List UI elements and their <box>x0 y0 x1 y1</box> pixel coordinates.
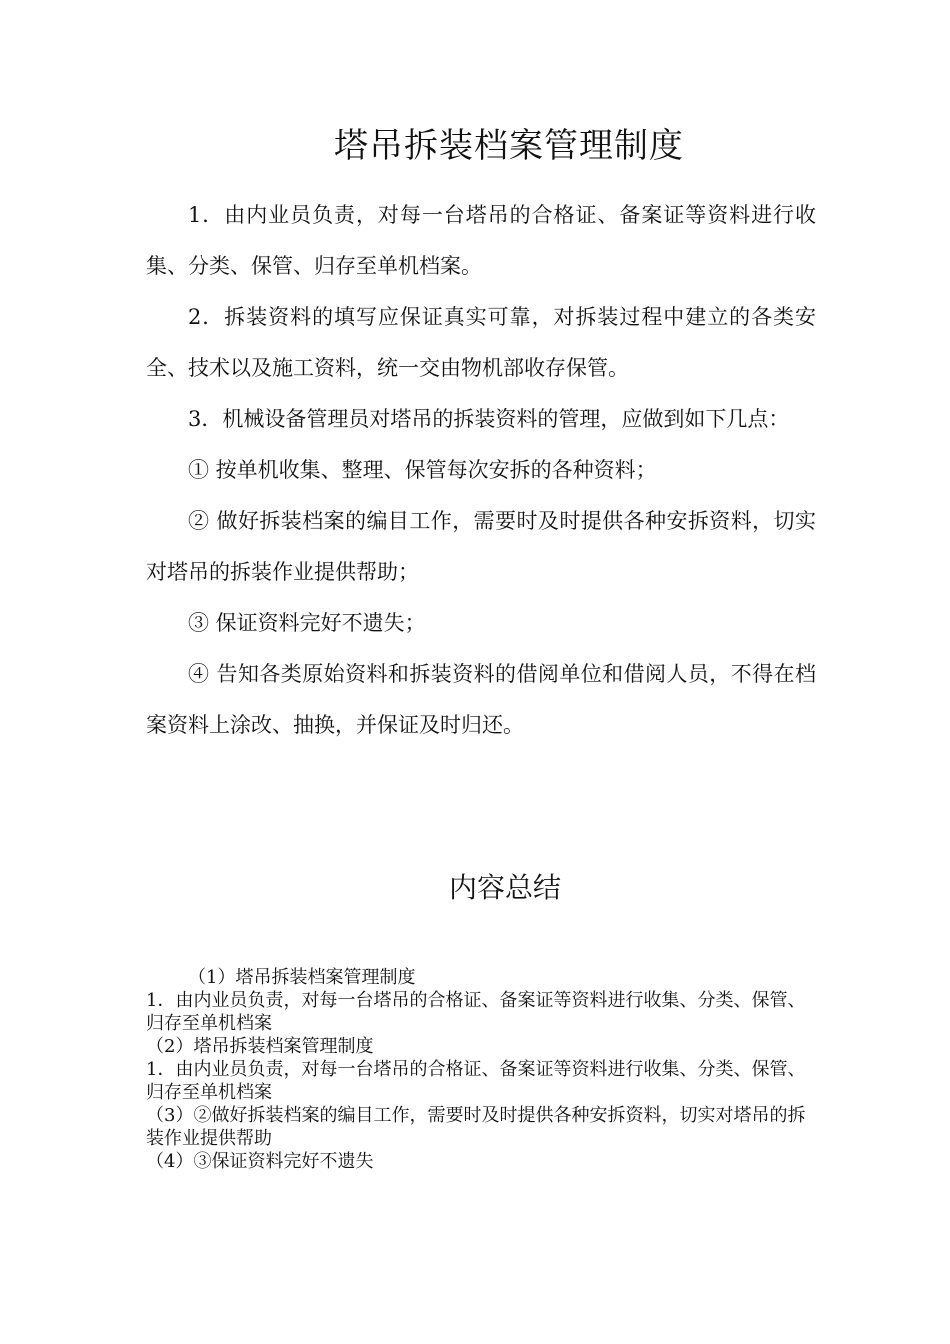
list-item-1: ① 按单机收集、整理、保管每次安拆的各种资料； <box>188 458 657 482</box>
list-item-2: ② 做好拆装档案的编目工作，需要时及时提供各种安拆资料，切实对塔吊的拆装作业提供帮助； <box>146 509 816 584</box>
summary-title: 内容总结 <box>448 871 561 904</box>
summary-line-4: 1．由内业员负责，对每一台塔吊的合格证、备案证等资料进行收集、分类、保管、归存至单机档案 <box>146 1059 806 1103</box>
document-title: 塔吊拆装档案管理制度 <box>334 126 684 166</box>
document-body <box>146 190 816 751</box>
paragraph-2: 2．拆装资料的填写应保证真实可靠，对拆装过程中建立的各类安全、技术以及施工资料，统一交由物机部收存保管。 <box>146 305 816 380</box>
summary-line-5: （3）②做好拆装档案的编目工作，需要时及时提供各种安拆资料，切实对塔吊的拆装作业提供帮助 <box>146 1105 806 1149</box>
paragraph-3: 3．机械设备管理员对塔吊的拆装资料的管理，应做到如下几点： <box>188 407 790 431</box>
summary-line-3: （2）塔吊拆装档案管理制度 <box>146 1036 374 1057</box>
paragraph-1: 1．由内业员负责，对每一台塔吊的合格证、备案证等资料进行收集、分类、保管、归存至单机档案。 <box>146 203 816 278</box>
list-item-4: ④ 告知各类原始资料和拆装资料的借阅单位和借阅人员，不得在档案资料上涂改、抽换，并保证及时归还。 <box>146 662 816 737</box>
summary-line-6: （4）③保证资料完好不遗失 <box>146 1151 374 1172</box>
list-item-3: ③ 保证资料完好不遗失； <box>188 611 426 635</box>
summary-line-2: 1．由内业员负责，对每一台塔吊的合格证、备案证等资料进行收集、分类、保管、归存至单机档案 <box>146 990 806 1034</box>
summary-line-1: （1）塔吊拆装档案管理制度 <box>188 967 416 988</box>
summary-body <box>146 966 806 1173</box>
